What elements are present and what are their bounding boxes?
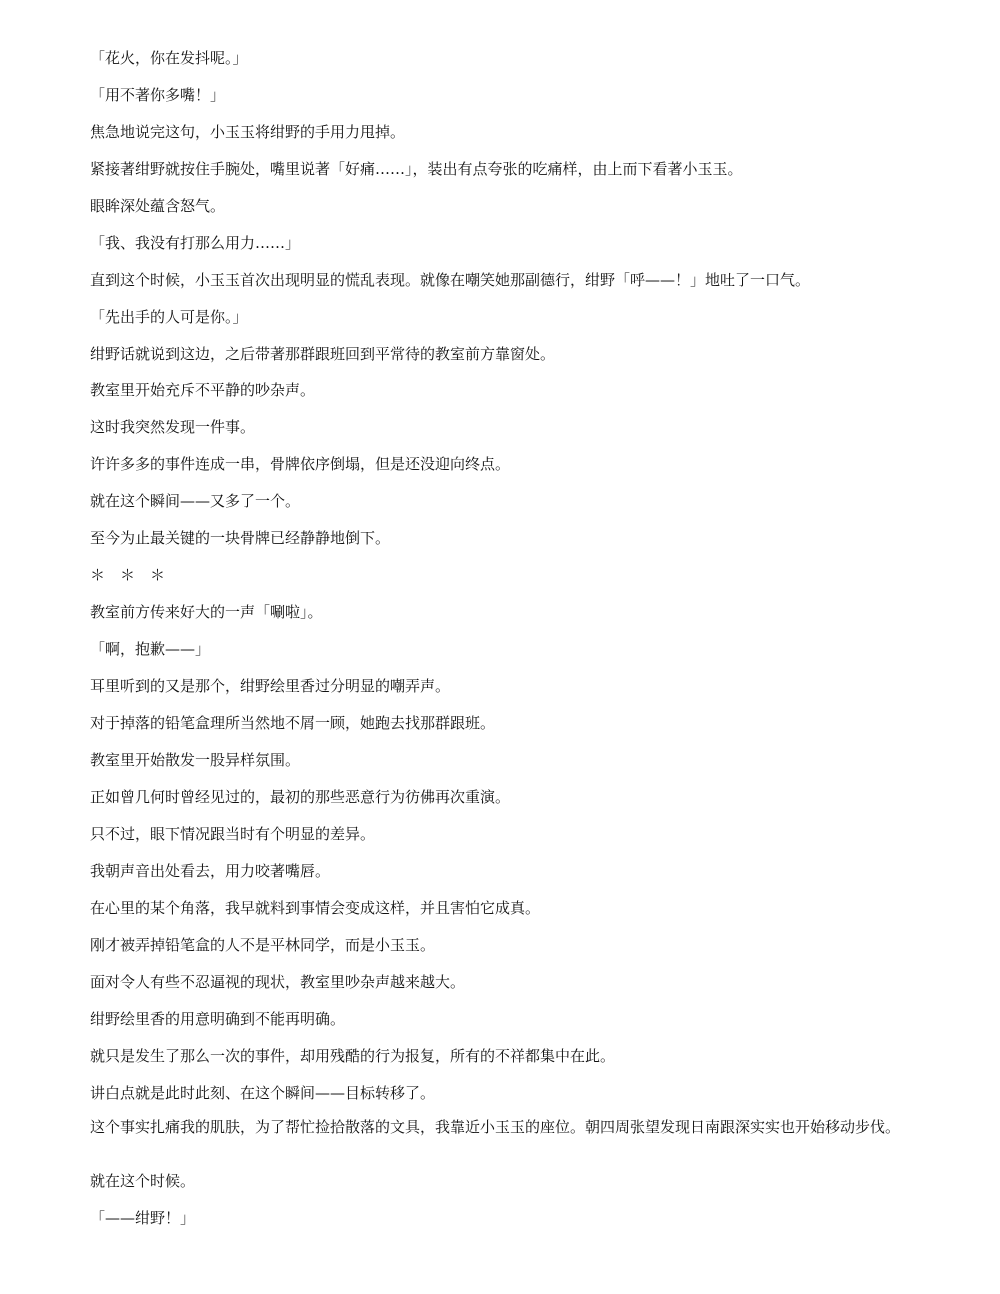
paragraph: 绀野绘里香的用意明确到不能再明确。 [90,1010,346,1028]
paragraph: 就在这个瞬间——又多了一个。 [90,492,301,510]
paragraph: 「啊，抱歉——」 [90,640,211,658]
paragraph: 「先出手的人可是你。」 [90,308,248,326]
paragraph: 对于掉落的铅笔盒理所当然地不屑一顾，她跑去找那群跟班。 [90,714,496,732]
paragraph: 「用不著你多嘴！」 [90,86,226,104]
paragraph: 「花火，你在发抖呢。」 [90,49,248,67]
paragraph: 就只是发生了那么一次的事件，却用残酷的行为报复，所有的不祥都集中在此。 [90,1047,616,1065]
paragraph: 直到这个时候，小玉玉首次出现明显的慌乱表现。就像在嘲笑她那副德行，绀野「呼——！」地吐了一口气。 [90,271,811,289]
paragraph: 只不过，眼下情况跟当时有个明显的差异。 [90,825,376,843]
paragraph: 绀野话就说到这边，之后带著那群跟班回到平常待的教室前方靠窗处。 [90,345,556,363]
paragraph: 「我、我没有打那么用力……」 [90,234,301,252]
paragraph: 就在这个时候。 [90,1172,196,1190]
paragraph: 教室前方传来好大的一声「唰啦」。 [90,603,323,621]
paragraph: 在心里的某个角落，我早就料到事情会变成这样，并且害怕它成真。 [90,899,541,917]
paragraph: 紧接著绀野就按住手腕处，嘴里说著「好痛……」，装出有点夸张的吃痛样，由上而下看著小玉玉。 [90,160,743,178]
paragraph: 耳里听到的又是那个，绀野绘里香过分明显的嘲弄声。 [90,677,451,695]
paragraph: 许许多多的事件连成一串，骨牌依序倒塌，但是还没迎向终点。 [90,455,511,473]
paragraph: 讲白点就是此时此刻、在这个瞬间——目标转移了。 [90,1084,436,1102]
paragraph: 眼眸深处蕴含怒气。 [90,197,226,215]
paragraph: 焦急地说完这句，小玉玉将绀野的手用力甩掉。 [90,123,406,141]
paragraph: 「——绀野！」 [90,1209,196,1227]
paragraph: 面对令人有些不忍逼视的现状，教室里吵杂声越来越大。 [90,973,466,991]
paragraph: 我朝声音出处看去，用力咬著嘴唇。 [90,862,331,880]
paragraph: 教室里开始散发一股异样氛围。 [90,751,301,769]
paragraph: 正如曾几何时曾经见过的，最初的那些恶意行为彷佛再次重演。 [90,788,511,806]
paragraph: 至今为止最关键的一块骨牌已经静静地倒下。 [90,529,391,547]
paragraph: 教室里开始充斥不平静的吵杂声。 [90,381,316,399]
section-separator: ＊ ＊ ＊ [90,566,166,584]
paragraph: 这时我突然发现一件事。 [90,418,256,436]
paragraph: 这个事实扎痛我的肌肤，为了帮忙捡拾散落的文具，我靠近小玉玉的座位。朝四周张望发现日南跟深实实也开始移动步伐。 [90,1118,901,1136]
paragraph: 刚才被弄掉铅笔盒的人不是平林同学，而是小玉玉。 [90,936,436,954]
